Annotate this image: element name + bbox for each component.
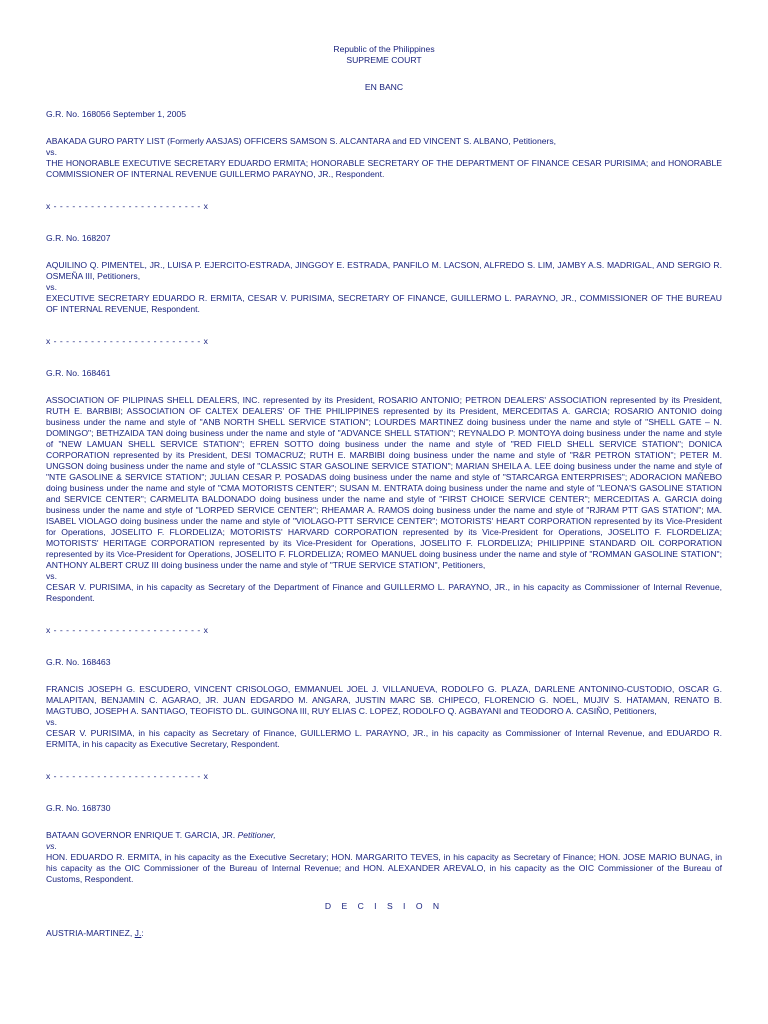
- case-vs-168056: vs.: [46, 147, 57, 157]
- case-petitioners-168463: FRANCIS JOSEPH G. ESCUDERO, VINCENT CRISOLOGO, EMMANUEL JOEL J. VILLANUEVA, RODOLFO G. PLAZA, DARLENE ANTONINO-CUSTODIO, OSCAR G. MALAPITAN, BENJAMIN C. AGARAO, JR. JUAN EDGARDO M. ANGARA, JUSTIN MARC SB. CHIPECO, FLORENCIO G. NOEL, MUJIV S. HATAMAN, RENATO B. MAGTUBO, JOSEPH A. SANTIAGO, TEOFISTO DL. GUINGONA III, RUY ELIAS C. LOPEZ, RODOLFO Q. AGBAYANI and TEODORO A. CASIÑO, Petitioners,: [46, 684, 722, 716]
- ponente-name: AUSTRIA-MARTINEZ,: [46, 928, 135, 938]
- separator: x - - - - - - - - - - - - - - - - - - - - - - - - x: [46, 201, 209, 211]
- separator: x - - - - - - - - - - - - - - - - - - - - - - - - x: [46, 625, 209, 635]
- case-vs-168207: vs.: [46, 282, 57, 292]
- case-number-168463: G.R. No. 168463: [46, 657, 111, 667]
- case-respondents-168056: THE HONORABLE EXECUTIVE SECRETARY EDUARDO ERMITA; HONORABLE SECRETARY OF THE DEPARTMENT OF FINANCE CESAR PURISIMA; and HONORABLE COMMISSIONER OF INTERNAL REVENUE GUILLERMO PARAYNO, JR., Respondent.: [46, 158, 722, 179]
- case-vs-168461: vs.: [46, 571, 57, 581]
- case-petitioners-168461: ASSOCIATION OF PILIPINAS SHELL DEALERS, INC. represented by its President, ROSARIO ANTONIO; PETRON DEALERS' ASSOCIATION represented by its President, RUTH E. BARBIBI; ASSOCIATION OF CALTEX DEALERS' OF THE PHILIPPINES represented by its President, MERCEDITAS A. GARCIA; ROSARIO ANTONIO doing business under the name and style of "ANB NORTH SHELL SERVICE STATION"; LOURDES MARTINEZ doing business under the name and style of "SHELL GATE – N. DOMINGO"; BETHZAIDA TAN doing business under the name and style of "ADVANCE SHELL STATION"; REYNALDO P. MONTOYA doing business under the name and style of "NEW LAMUAN SHELL SERVICE STATION"; EFREN SOTTO doing business under the name and style of "RED FIELD SHELL SERVICE STATION"; DONICA CORPORATION represented by its President, DESI TOMACRUZ; RUTH E. MARBIBI doing business under the name and style of "R&R PETRON STATION"; PETER M. UNGSON doing business under the name and style of "CLASSIC STAR GASOLINE SERVICE STATION"; MARIAN SHEILA A. LEE doing business under the name and style of "NTE GASOLINE & SERVICE STATION"; JULIAN CESAR P. POSADAS doing business under the name and style of "STARCARGA ENTERPRISES"; ADORACION MAÑEBO doing business under the name and style of "CMA MOTORISTS CENTER"; SUSAN M. ENTRATA doing business under the name and style of "LEONA'S GASOLINE STATION and SERVICE CENTER"; CARMELITA BALDONADO doing business under the name and style of "FIRST CHOICE SERVICE CENTER"; MERCEDITAS A. GARCIA doing business under the name and style of "LORPED SERVICE CENTER"; RHEAMAR A. RAMOS doing business under the name and style of "RJRAM PTT GAS STATION"; MA. ISABEL VIOLAGO doing business under the name and style of "VIOLAGO-PTT SERVICE CENTER"; MOTORISTS' HEART CORPORATION represented by its Vice-President for Operations, JOSELITO F. FLORDELIZA; MOTORISTS' HARVARD CORPORATION represented by its Vice-President for Operations, JOSELITO F. FLORDELIZA; MOTORISTS' HERITAGE CORPORATION represented by its Vice-President for Operations, JOSELITO F. FLORDELIZA; PHILIPPINE STANDARD OIL CORPORATION represented by its Vice-President for Operations, JOSELITO F. FLORDELIZA; ROMEO MANUEL doing business under the name and style of "ROMMAN GASOLINE STATION"; ANTHONY ALBERT CRUZ III doing business under the name and style of "TRUE SERVICE STATION", Petitioners,: [46, 395, 722, 570]
- en-banc: EN BANC: [364, 82, 404, 92]
- case-respondents-168461: CESAR V. PURISIMA, in his capacity as Secretary of the Department of Finance and GUILLERMO L. PARAYNO, JR., in his capacity as Commissioner of Internal Revenue, Respondent.: [46, 582, 722, 603]
- separator: x - - - - - - - - - - - - - - - - - - - - - - - - x: [46, 336, 209, 346]
- ponente-j: J.: [134, 928, 142, 938]
- case-petitioners-168207: AQUILINO Q. PIMENTEL, JR., LUISA P. EJERCITO-ESTRADA, JINGGOY E. ESTRADA, PANFILO M. LACSON, ALFREDO S. LIM, JAMBY A.S. MADRIGAL, AND SERGIO R. OSMEÑA III, Petitioners,: [46, 260, 722, 281]
- case-vs-168730: [46, 841, 722, 852]
- petitioner-name: BATAAN GOVERNOR ENRIQUE T. GARCIA, JR.: [46, 830, 238, 840]
- ponente-line: [46, 928, 722, 939]
- court-header: [46, 0, 722, 66]
- case-respondents-168463: CESAR V. PURISIMA, in his capacity as Secretary of Finance, GUILLERMO L. PARAYNO, JR., in his capacity as Commissioner of Internal Revenue, and EDUARDO R. ERMITA, in his capacity as Executive Secretary, Respondent.: [46, 728, 722, 749]
- vs-italic: vs.: [46, 841, 57, 851]
- case-petitioners-168730: [46, 830, 722, 841]
- ponente-colon: :: [141, 928, 144, 938]
- case-number-168056: G.R. No. 168056 September 1, 2005: [46, 109, 186, 119]
- case-respondents-168207: EXECUTIVE SECRETARY EDUARDO R. ERMITA, CESAR V. PURISIMA, SECRETARY OF FINANCE, GUILLERMO L. PARAYNO, JR., COMMISSIONER OF THE BUREAU OF INTERNAL REVENUE, Respondent.: [46, 293, 722, 314]
- separator: x - - - - - - - - - - - - - - - - - - - - - - - - x: [46, 771, 209, 781]
- decision-heading: D E C I S I O N: [324, 901, 444, 911]
- case-number-168730: G.R. No. 168730: [46, 803, 111, 813]
- court-name: SUPREME COURT: [346, 55, 422, 65]
- petitioner-role: Petitioner,: [237, 830, 276, 840]
- case-vs-168463: vs.: [46, 717, 57, 727]
- case-number-168461: G.R. No. 168461: [46, 368, 111, 378]
- republic-line: Republic of the Philippines: [333, 44, 435, 54]
- case-number-168207: G.R. No. 168207: [46, 233, 111, 243]
- case-respondents-168730: HON. EDUARDO R. ERMITA, in his capacity as the Executive Secretary; HON. MARGARITO TEVES, in his capacity as Secretary of Finance; HON. JOSE MARIO BUNAG, in his capacity as the OIC Commissioner of the Bureau of Internal Revenue; and HON. ALEXANDER AREVALO, in his capacity as the OIC Commissioner of the Bureau of Customs, Respondent.: [46, 852, 722, 884]
- case-petitioners-168056: ABAKADA GURO PARTY LIST (Formerly AASJAS) OFFICERS SAMSON S. ALCANTARA and ED VINCENT S. ALBANO, Petitioners,: [46, 136, 557, 146]
